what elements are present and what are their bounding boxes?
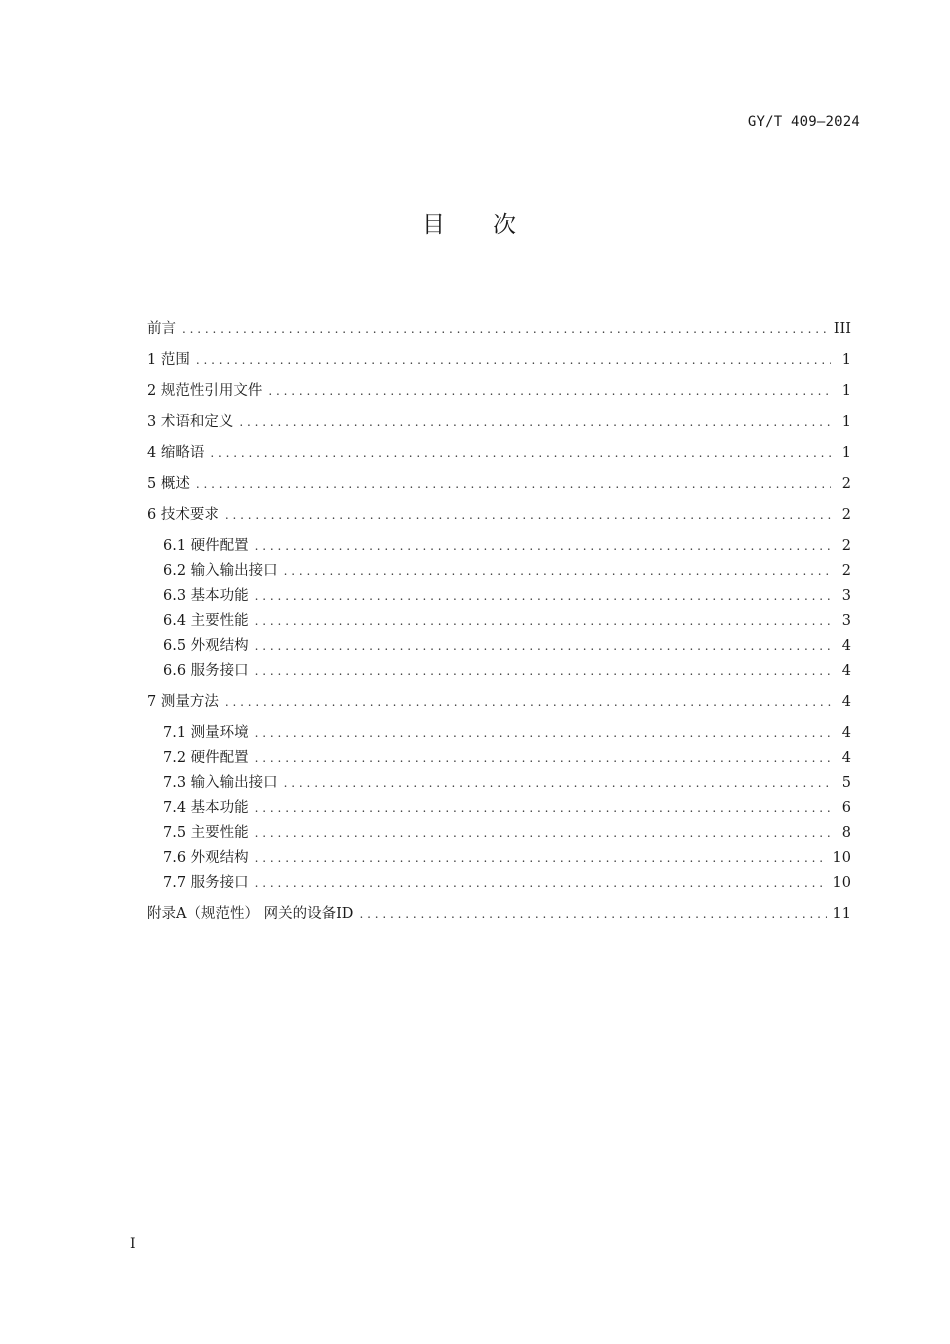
toc-entry-label: 6 技术要求 [147, 507, 219, 523]
dot-leader [210, 442, 831, 464]
toc-entry-page: 3 [841, 613, 851, 629]
toc-entry-6-4[interactable] [163, 610, 851, 632]
toc-entry-page: 1 [841, 414, 851, 430]
toc-entry-label: 6.3 基本功能 [163, 588, 249, 604]
dot-leader [255, 847, 827, 869]
dot-leader [225, 691, 831, 713]
dot-leader [255, 610, 831, 632]
dot-leader [255, 585, 831, 607]
toc-entry-2[interactable] [147, 380, 851, 402]
toc-entry-6-2[interactable] [163, 560, 851, 582]
dot-leader [255, 822, 831, 844]
toc-entry-7-3[interactable] [163, 772, 851, 794]
toc-entry-label: 7 测量方法 [147, 694, 219, 710]
dot-leader [255, 747, 831, 769]
toc-entry-page: 6 [841, 800, 851, 816]
toc-entry-appendix-a[interactable] [147, 903, 851, 925]
toc-entry-7-4[interactable] [163, 797, 851, 819]
toc-entry-5[interactable] [147, 473, 851, 495]
page-title: 目次 [422, 212, 564, 238]
dot-leader [284, 772, 831, 794]
toc-entry-page: 4 [841, 638, 851, 654]
dot-leader [196, 473, 831, 495]
dot-leader [255, 660, 831, 682]
toc-entry-label: 前言 [147, 321, 176, 337]
toc-entry-7[interactable] [147, 691, 851, 713]
toc-entry-label: 1 范围 [147, 352, 190, 368]
toc-entry-label: 7.2 硬件配置 [163, 750, 249, 766]
toc-entry-7-6[interactable] [163, 847, 851, 869]
toc-entry-page: 4 [841, 725, 851, 741]
toc-entry-label: 7.4 基本功能 [163, 800, 249, 816]
dot-leader [255, 797, 831, 819]
toc-entry-page: 2 [841, 538, 851, 554]
toc-entry-label: 6.6 服务接口 [163, 663, 249, 679]
toc-entry-page: 4 [841, 663, 851, 679]
toc-entry-page: 2 [841, 507, 851, 523]
toc-entry-page: 10 [832, 875, 851, 891]
dot-leader [284, 560, 831, 582]
toc-entry-label: 3 术语和定义 [147, 414, 234, 430]
toc-entry-label: 6.2 输入输出接口 [163, 563, 278, 579]
toc-entry-label: 7.5 主要性能 [163, 825, 249, 841]
toc-entry-6-3[interactable] [163, 585, 851, 607]
toc-entry-label: 附录A（规范性） 网关的设备ID [147, 906, 354, 922]
toc-entry-7-1[interactable] [163, 722, 851, 744]
toc-entry-label: 5 概述 [147, 476, 190, 492]
toc-entry-page: 4 [841, 694, 851, 710]
toc-entry-foreword[interactable] [147, 318, 851, 340]
toc-entry-label: 7.7 服务接口 [163, 875, 249, 891]
toc-entry-4[interactable] [147, 442, 851, 464]
toc-entry-6[interactable] [147, 504, 851, 526]
dot-leader [255, 722, 831, 744]
toc-entry-label: 6.1 硬件配置 [163, 538, 249, 554]
toc-entry-6-6[interactable] [163, 660, 851, 682]
toc-entry-label: 2 规范性引用文件 [147, 383, 263, 399]
dot-leader [255, 635, 831, 657]
toc-entry-label: 6.4 主要性能 [163, 613, 249, 629]
toc-entry-page: III [833, 321, 851, 337]
dot-leader [255, 872, 827, 894]
toc-entry-3[interactable] [147, 411, 851, 433]
toc-entry-page: 11 [832, 906, 851, 922]
toc-entry-page: 5 [841, 775, 851, 791]
dot-leader [196, 349, 831, 371]
toc-entry-page: 2 [841, 476, 851, 492]
toc-entry-page: 1 [841, 383, 851, 399]
toc-entry-label: 6.5 外观结构 [163, 638, 249, 654]
toc-entry-page: 1 [841, 352, 851, 368]
toc-entry-7-2[interactable] [163, 747, 851, 769]
dot-leader [268, 380, 831, 402]
toc-entry-page: 8 [841, 825, 851, 841]
toc-entry-label: 4 缩略语 [147, 445, 205, 461]
dot-leader [359, 903, 826, 925]
dot-leader [255, 535, 831, 557]
toc-entry-7-5[interactable] [163, 822, 851, 844]
toc-entry-1[interactable] [147, 349, 851, 371]
toc-entry-page: 2 [841, 563, 851, 579]
toc-entry-page: 3 [841, 588, 851, 604]
page-number: I [130, 1236, 136, 1252]
dot-leader [239, 411, 831, 433]
dot-leader [225, 504, 831, 526]
toc-entry-page: 1 [841, 445, 851, 461]
toc-entry-label: 7.6 外观结构 [163, 850, 249, 866]
toc-entry-page: 4 [841, 750, 851, 766]
document-code: GY/T 409—2024 [747, 114, 860, 130]
toc-entry-6-5[interactable] [163, 635, 851, 657]
toc-entry-6-1[interactable] [163, 535, 851, 557]
toc-entry-page: 10 [832, 850, 851, 866]
toc-entry-label: 7.3 输入输出接口 [163, 775, 278, 791]
toc-entry-label: 7.1 测量环境 [163, 725, 249, 741]
dot-leader [182, 318, 828, 340]
toc-entry-7-7[interactable] [163, 872, 851, 894]
